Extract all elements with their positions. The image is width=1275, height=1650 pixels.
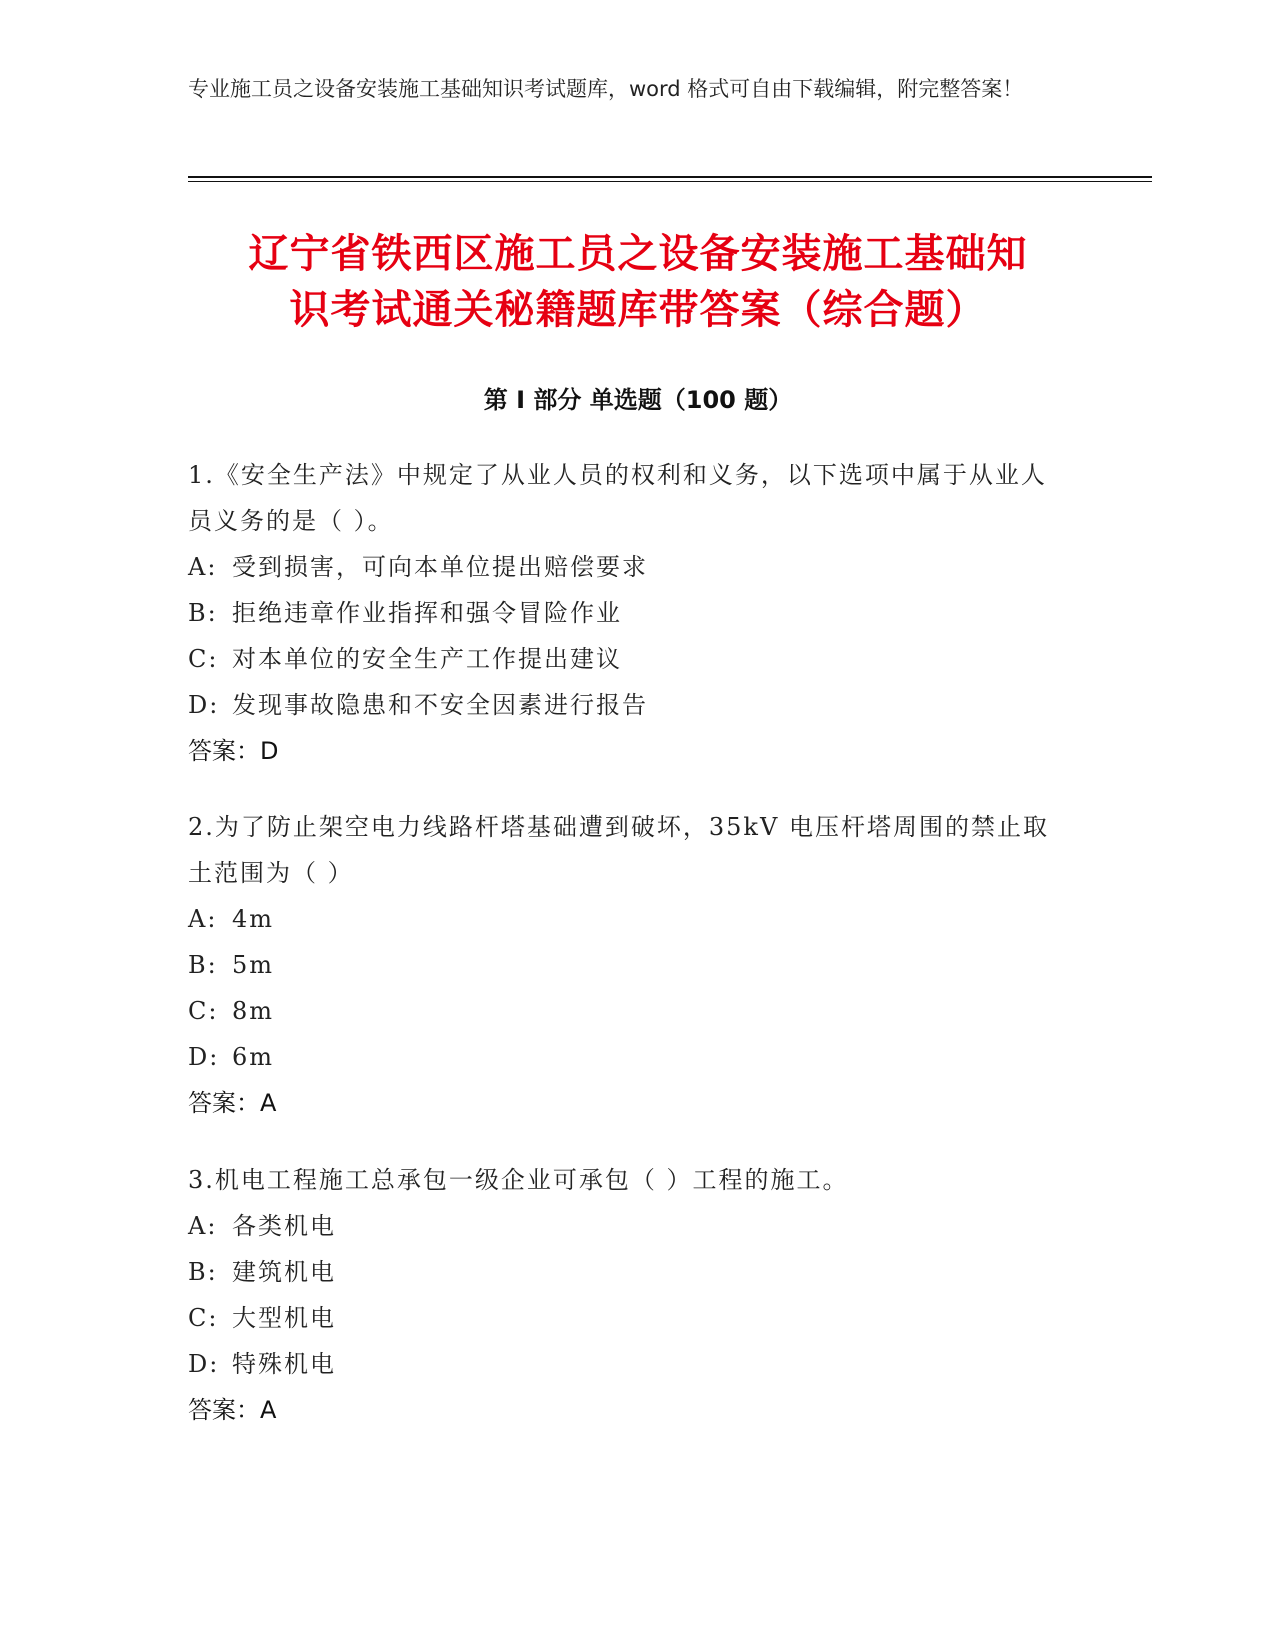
- question-option: [188, 1249, 1068, 1295]
- question-stem: 2.为了防止架空电力线路杆塔基础遭到破坏，35kV 电压杆塔周围的禁止取土范围为（ ）: [188, 813, 1049, 887]
- option-letter: D:: [188, 1043, 220, 1071]
- option-letter: A:: [188, 553, 218, 581]
- option-text: 大型机电: [232, 1304, 336, 1332]
- option-letter: B:: [188, 951, 218, 979]
- option-text: 5m: [232, 951, 275, 979]
- option-text: 拒绝违章作业指挥和强令冒险作业: [232, 599, 622, 627]
- question-option: [188, 682, 1068, 728]
- option-text: 8m: [232, 997, 275, 1025]
- question-option: [188, 544, 1068, 590]
- question-option: [188, 988, 1068, 1034]
- option-text: 发现事故隐患和不安全因素进行报告: [232, 691, 648, 719]
- question-option: [188, 896, 1068, 942]
- question-2: [188, 804, 1068, 1126]
- question-option: [188, 1203, 1068, 1249]
- option-letter: A:: [188, 1212, 218, 1240]
- question-option: [188, 1034, 1068, 1080]
- document-title-line-2: 识考试通关秘籍题库带答案（综合题）: [289, 287, 987, 333]
- option-letter: B:: [188, 599, 218, 627]
- option-text: 各类机电: [232, 1212, 336, 1240]
- question-option: [188, 636, 1068, 682]
- option-letter: B:: [188, 1258, 218, 1286]
- option-letter: C:: [188, 1304, 219, 1332]
- question-stem: 1.《安全生产法》中规定了从业人员的权利和义务，以下选项中属于从业人员义务的是（ ）。: [188, 461, 1047, 535]
- question-option: [188, 590, 1068, 636]
- question-answer: 答案：A: [188, 1396, 277, 1424]
- question-3: [188, 1157, 1068, 1433]
- option-letter: C:: [188, 645, 219, 673]
- option-letter: A:: [188, 905, 218, 933]
- document-title: [188, 226, 1088, 338]
- question-answer: 答案：A: [188, 1089, 277, 1117]
- question-1: [188, 452, 1068, 774]
- header-note: 专业施工员之设备安装施工基础知识考试题库，word 格式可自由下载编辑，附完整答案！: [188, 77, 1024, 101]
- question-stem: 3.机电工程施工总承包一级企业可承包（ ）工程的施工。: [188, 1166, 849, 1194]
- option-letter: D:: [188, 691, 220, 719]
- question-option: [188, 1295, 1068, 1341]
- option-text: 建筑机电: [232, 1258, 336, 1286]
- section-heading: 第 I 部分 单选题（100 题）: [483, 386, 793, 414]
- option-text: 对本单位的安全生产工作提出建议: [232, 645, 622, 673]
- option-text: 6m: [232, 1043, 275, 1071]
- option-text: 受到损害，可向本单位提出赔偿要求: [232, 553, 648, 581]
- option-text: 4m: [232, 905, 275, 933]
- document-title-line-1: 辽宁省铁西区施工员之设备安装施工基础知: [248, 231, 1028, 277]
- option-letter: D:: [188, 1350, 220, 1378]
- header-divider-thick: [188, 176, 1152, 178]
- header-divider-thin: [188, 181, 1152, 182]
- question-option: [188, 942, 1068, 988]
- question-answer: 答案：D: [188, 737, 279, 765]
- question-option: [188, 1341, 1068, 1387]
- option-text: 特殊机电: [232, 1350, 336, 1378]
- option-letter: C:: [188, 997, 219, 1025]
